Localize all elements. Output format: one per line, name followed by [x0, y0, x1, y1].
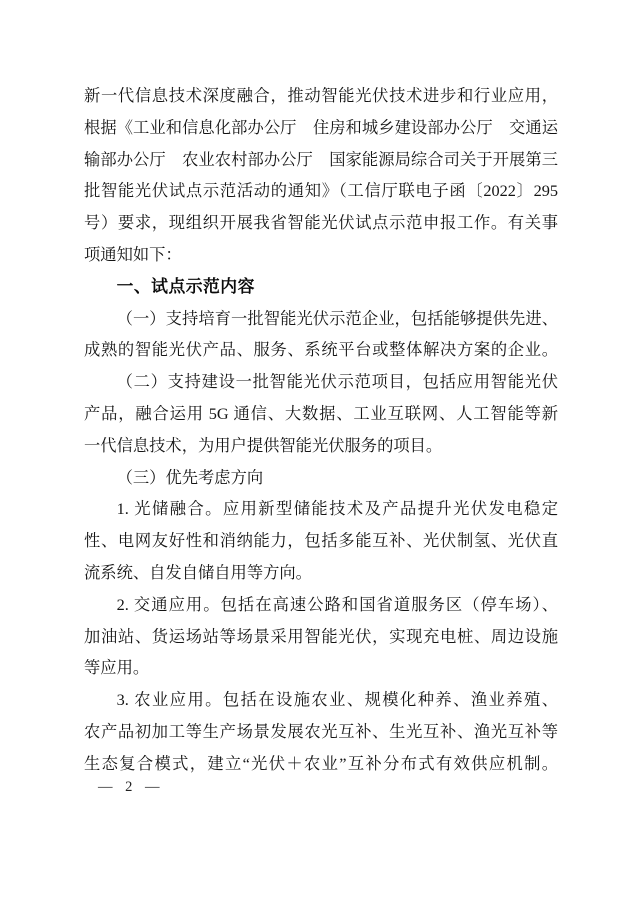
body-text-line: 性、电网友好性和消纳能力，包括多能互补、光伏制氢、光伏直: [84, 531, 558, 551]
body-text-line: 产品，融合运用 5G 通信、大数据、工业互联网、人工智能等新: [84, 403, 558, 423]
document-body: [84, 80, 558, 780]
body-text-line: 输部办公厅 农业农村部办公厅 国家能源局综合司关于开展第三: [84, 149, 558, 169]
body-text-line: 1. 光储融合。应用新型储能技术及产品提升光伏发电稳定: [116, 499, 558, 519]
section-heading: 一、试点示范内容: [116, 276, 255, 296]
body-text-line: 号）要求，现组织开展我省智能光伏试点示范申报工作。有关事: [84, 213, 558, 233]
body-text-line: 流系统、自发自储自用等方向。: [84, 562, 312, 582]
body-text-line: （三）优先考虑方向: [116, 467, 264, 487]
body-text-line: （一）支持培育一批智能光伏示范企业，包括能够提供先进、: [116, 308, 558, 328]
body-text-line: 农产品初加工等生产场景发展农光互补、生光互补、渔光互补等: [84, 721, 558, 741]
body-text-line: 批智能光伏试点示范活动的通知》（工信厅联电子函〔2022〕295: [84, 181, 558, 201]
body-text-line: 成熟的智能光伏产品、服务、系统平台或整体解决方案的企业。: [84, 340, 558, 360]
body-text-line: 新一代信息技术深度融合，推动智能光伏技术进步和行业应用，: [84, 86, 558, 105]
body-text-line: 生态复合模式，建立“光伏＋农业”互补分布式有效供应机制。: [84, 753, 558, 773]
body-text-line: 根据《工业和信息化部办公厅 住房和城乡建设部办公厅 交通运: [84, 117, 558, 137]
body-text-line: 2. 交通应用。包括在高速公路和国省道服务区（停车场）、: [116, 594, 558, 614]
body-text-line: 一代信息技术，为用户提供智能光伏服务的项目。: [84, 435, 443, 455]
body-text-line: 加油站、货运场站等场景采用智能光伏，实现充电桩、周边设施: [84, 626, 558, 646]
body-text-line: （二）支持建设一批智能光伏示范项目，包括应用智能光伏: [116, 372, 558, 392]
body-text-line: 等应用。: [84, 658, 150, 678]
body-text-line: 3. 农业应用。包括在设施农业、规模化种养、渔业养殖、: [116, 690, 558, 710]
body-text-line: 项通知如下：: [84, 244, 182, 264]
page-number: — 2 —: [98, 779, 161, 795]
